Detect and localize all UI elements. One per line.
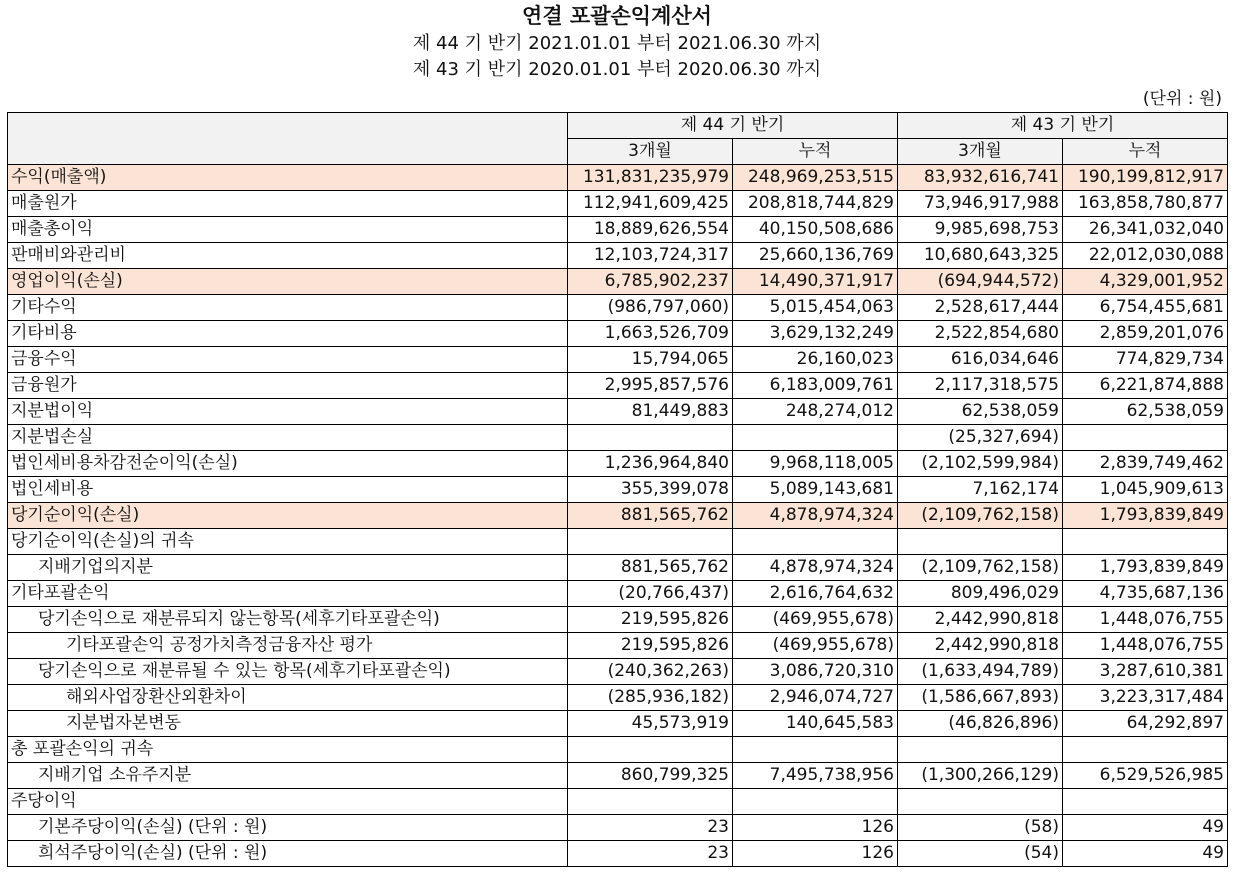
row-value: 40,150,508,686 <box>733 217 898 243</box>
row-label: 해외사업장환산외환차이 <box>8 685 568 711</box>
row-label: 기타포괄손익 <box>8 581 568 607</box>
row-value: 2,522,854,680 <box>898 321 1063 347</box>
table-row <box>8 711 1228 737</box>
row-label: 주당이익 <box>8 789 568 815</box>
income-statement-table <box>7 112 1228 867</box>
row-value: 64,292,897 <box>1063 711 1228 737</box>
row-value: 18,889,626,554 <box>568 217 733 243</box>
row-value <box>898 789 1063 815</box>
row-label: 기타수익 <box>8 295 568 321</box>
row-value: 163,858,780,877 <box>1063 191 1228 217</box>
row-value <box>568 425 733 451</box>
row-value <box>733 737 898 763</box>
row-value: 1,448,076,755 <box>1063 633 1228 659</box>
table-row <box>8 451 1228 477</box>
table-row <box>8 165 1228 191</box>
row-value: 73,946,917,988 <box>898 191 1063 217</box>
row-label: 기타비용 <box>8 321 568 347</box>
row-value: 62,538,059 <box>898 399 1063 425</box>
table-row <box>8 295 1228 321</box>
row-value: 3,086,720,310 <box>733 659 898 685</box>
row-value: 6,529,526,985 <box>1063 763 1228 789</box>
row-value: 860,799,325 <box>568 763 733 789</box>
row-label: 수익(매출액) <box>8 165 568 191</box>
row-value: 1,045,909,613 <box>1063 477 1228 503</box>
row-value: 219,595,826 <box>568 633 733 659</box>
row-label: 지분법자본변동 <box>8 711 568 737</box>
row-value: 6,754,455,681 <box>1063 295 1228 321</box>
row-value: 3,629,132,249 <box>733 321 898 347</box>
table-row <box>8 321 1228 347</box>
table-row <box>8 815 1228 841</box>
row-value <box>733 789 898 815</box>
row-value: (285,936,182) <box>568 685 733 711</box>
row-label: 금융수익 <box>8 347 568 373</box>
header-sub-prior-3m: 3개월 <box>898 139 1063 165</box>
row-label: 지배기업 소유주지분 <box>8 763 568 789</box>
row-value: (694,944,572) <box>898 269 1063 295</box>
row-value: 208,818,744,829 <box>733 191 898 217</box>
table-row <box>8 633 1228 659</box>
row-label: 기타포괄손익 공정가치측정금융자산 평가 <box>8 633 568 659</box>
row-value: 6,183,009,761 <box>733 373 898 399</box>
row-label: 지분법이익 <box>8 399 568 425</box>
row-value <box>898 529 1063 555</box>
row-value: 140,645,583 <box>733 711 898 737</box>
table-row <box>8 555 1228 581</box>
row-label: 판매비와관리비 <box>8 243 568 269</box>
row-value <box>898 737 1063 763</box>
row-value: 14,490,371,917 <box>733 269 898 295</box>
row-value: 81,449,883 <box>568 399 733 425</box>
row-value: 2,839,749,462 <box>1063 451 1228 477</box>
row-label: 매출총이익 <box>8 217 568 243</box>
row-label: 법인세비용차감전순이익(손실) <box>8 451 568 477</box>
row-value: 9,985,698,753 <box>898 217 1063 243</box>
table-row <box>8 659 1228 685</box>
row-value: (46,826,896) <box>898 711 1063 737</box>
row-value: 2,442,990,818 <box>898 633 1063 659</box>
row-value: 190,199,812,917 <box>1063 165 1228 191</box>
row-label: 당기순이익(손실)의 귀속 <box>8 529 568 555</box>
row-value: (58) <box>898 815 1063 841</box>
table-row <box>8 841 1228 867</box>
row-value: (54) <box>898 841 1063 867</box>
table-row <box>8 503 1228 529</box>
row-value: (240,362,263) <box>568 659 733 685</box>
row-value: 10,680,643,325 <box>898 243 1063 269</box>
row-value: 2,859,201,076 <box>1063 321 1228 347</box>
row-value: 881,565,762 <box>568 503 733 529</box>
row-value: 6,785,902,237 <box>568 269 733 295</box>
table-row <box>8 425 1228 451</box>
row-value: 12,103,724,317 <box>568 243 733 269</box>
row-value: 49 <box>1063 841 1228 867</box>
row-value <box>1063 425 1228 451</box>
period-prior: 제 43 기 반기 2020.01.01 부터 2020.06.30 까지 <box>412 59 822 80</box>
row-label: 지분법손실 <box>8 425 568 451</box>
table-row <box>8 763 1228 789</box>
row-value: 112,941,609,425 <box>568 191 733 217</box>
row-value: (25,327,694) <box>898 425 1063 451</box>
row-value <box>733 529 898 555</box>
row-value: (1,633,494,789) <box>898 659 1063 685</box>
row-value: 2,117,318,575 <box>898 373 1063 399</box>
row-value: 25,660,136,769 <box>733 243 898 269</box>
row-value: (986,797,060) <box>568 295 733 321</box>
row-value: 774,829,734 <box>1063 347 1228 373</box>
header-group-prior: 제 43 기 반기 <box>898 113 1228 139</box>
row-value: 45,573,919 <box>568 711 733 737</box>
row-value <box>568 529 733 555</box>
row-label: 매출원가 <box>8 191 568 217</box>
row-value: 26,160,023 <box>733 347 898 373</box>
row-value: 248,274,012 <box>733 399 898 425</box>
row-label: 영업이익(손실) <box>8 269 568 295</box>
row-value: (1,586,667,893) <box>898 685 1063 711</box>
row-value: 83,932,616,741 <box>898 165 1063 191</box>
row-value: 5,015,454,063 <box>733 295 898 321</box>
row-value <box>733 425 898 451</box>
row-value: 4,878,974,324 <box>733 503 898 529</box>
row-label: 희석주당이익(손실) (단위 : 원) <box>8 841 568 867</box>
row-value: 5,089,143,681 <box>733 477 898 503</box>
row-label: 법인세비용 <box>8 477 568 503</box>
row-value: 3,223,317,484 <box>1063 685 1228 711</box>
table-row <box>8 191 1228 217</box>
table-row <box>8 243 1228 269</box>
row-value: 9,968,118,005 <box>733 451 898 477</box>
row-value: 126 <box>733 815 898 841</box>
row-value: 1,448,076,755 <box>1063 607 1228 633</box>
table-row <box>8 373 1228 399</box>
row-value <box>1063 737 1228 763</box>
unit-label: (단위 : 원) <box>1142 89 1222 109</box>
row-value: (1,300,266,129) <box>898 763 1063 789</box>
row-label: 금융원가 <box>8 373 568 399</box>
table-row <box>8 529 1228 555</box>
header-sub-prior-cum: 누적 <box>1063 139 1228 165</box>
statement-title: 연결 포괄손익계산서 <box>522 4 712 28</box>
row-value: 7,495,738,956 <box>733 763 898 789</box>
row-value: (2,109,762,158) <box>898 503 1063 529</box>
row-value: 4,878,974,324 <box>733 555 898 581</box>
row-value: 7,162,174 <box>898 477 1063 503</box>
row-value: 23 <box>568 815 733 841</box>
row-value: (2,109,762,158) <box>898 555 1063 581</box>
row-value: 1,793,839,849 <box>1063 555 1228 581</box>
row-label: 당기손익으로 재분류되지 않는항목(세후기타포괄손익) <box>8 607 568 633</box>
table-row <box>8 269 1228 295</box>
header-corner <box>8 113 568 165</box>
row-value: 2,946,074,727 <box>733 685 898 711</box>
header-sub-cur-3m: 3개월 <box>568 139 733 165</box>
row-value: 3,287,610,381 <box>1063 659 1228 685</box>
row-value: 62,538,059 <box>1063 399 1228 425</box>
row-value: 4,735,687,136 <box>1063 581 1228 607</box>
row-value: 26,341,032,040 <box>1063 217 1228 243</box>
table-row <box>8 347 1228 373</box>
table-body <box>8 165 1228 867</box>
row-label: 총 포괄손익의 귀속 <box>8 737 568 763</box>
row-value: 4,329,001,952 <box>1063 269 1228 295</box>
row-label: 기본주당이익(손실) (단위 : 원) <box>8 815 568 841</box>
table-row <box>8 217 1228 243</box>
row-value: 219,595,826 <box>568 607 733 633</box>
row-value: 355,399,078 <box>568 477 733 503</box>
row-value: 126 <box>733 841 898 867</box>
row-value: 23 <box>568 841 733 867</box>
row-value: 1,793,839,849 <box>1063 503 1228 529</box>
row-value: 809,496,029 <box>898 581 1063 607</box>
row-value: 49 <box>1063 815 1228 841</box>
row-label: 지배기업의지분 <box>8 555 568 581</box>
row-value: 15,794,065 <box>568 347 733 373</box>
row-value: (2,102,599,984) <box>898 451 1063 477</box>
row-value: 881,565,762 <box>568 555 733 581</box>
row-value: (469,955,678) <box>733 633 898 659</box>
row-value: 6,221,874,888 <box>1063 373 1228 399</box>
row-value <box>1063 789 1228 815</box>
header-sub-cur-cum: 누적 <box>733 139 898 165</box>
period-current: 제 44 기 반기 2021.01.01 부터 2021.06.30 까지 <box>412 33 822 54</box>
header-row-groups <box>8 113 1228 139</box>
row-value: 2,616,764,632 <box>733 581 898 607</box>
table-row <box>8 685 1228 711</box>
row-value <box>568 737 733 763</box>
row-value: 2,528,617,444 <box>898 295 1063 321</box>
row-value: 1,663,526,709 <box>568 321 733 347</box>
row-value: (20,766,437) <box>568 581 733 607</box>
table-row <box>8 399 1228 425</box>
row-value <box>1063 529 1228 555</box>
table-row <box>8 607 1228 633</box>
row-label: 당기손익으로 재분류될 수 있는 항목(세후기타포괄손익) <box>8 659 568 685</box>
row-value: 1,236,964,840 <box>568 451 733 477</box>
row-value: 2,995,857,576 <box>568 373 733 399</box>
row-value <box>568 789 733 815</box>
row-value: (469,955,678) <box>733 607 898 633</box>
row-value: 22,012,030,088 <box>1063 243 1228 269</box>
row-value: 2,442,990,818 <box>898 607 1063 633</box>
row-value: 616,034,646 <box>898 347 1063 373</box>
header-group-current: 제 44 기 반기 <box>568 113 898 139</box>
table-row <box>8 737 1228 763</box>
table-row <box>8 581 1228 607</box>
table-row <box>8 789 1228 815</box>
row-value: 248,969,253,515 <box>733 165 898 191</box>
table-row <box>8 477 1228 503</box>
row-label: 당기순이익(손실) <box>8 503 568 529</box>
row-value: 131,831,235,979 <box>568 165 733 191</box>
